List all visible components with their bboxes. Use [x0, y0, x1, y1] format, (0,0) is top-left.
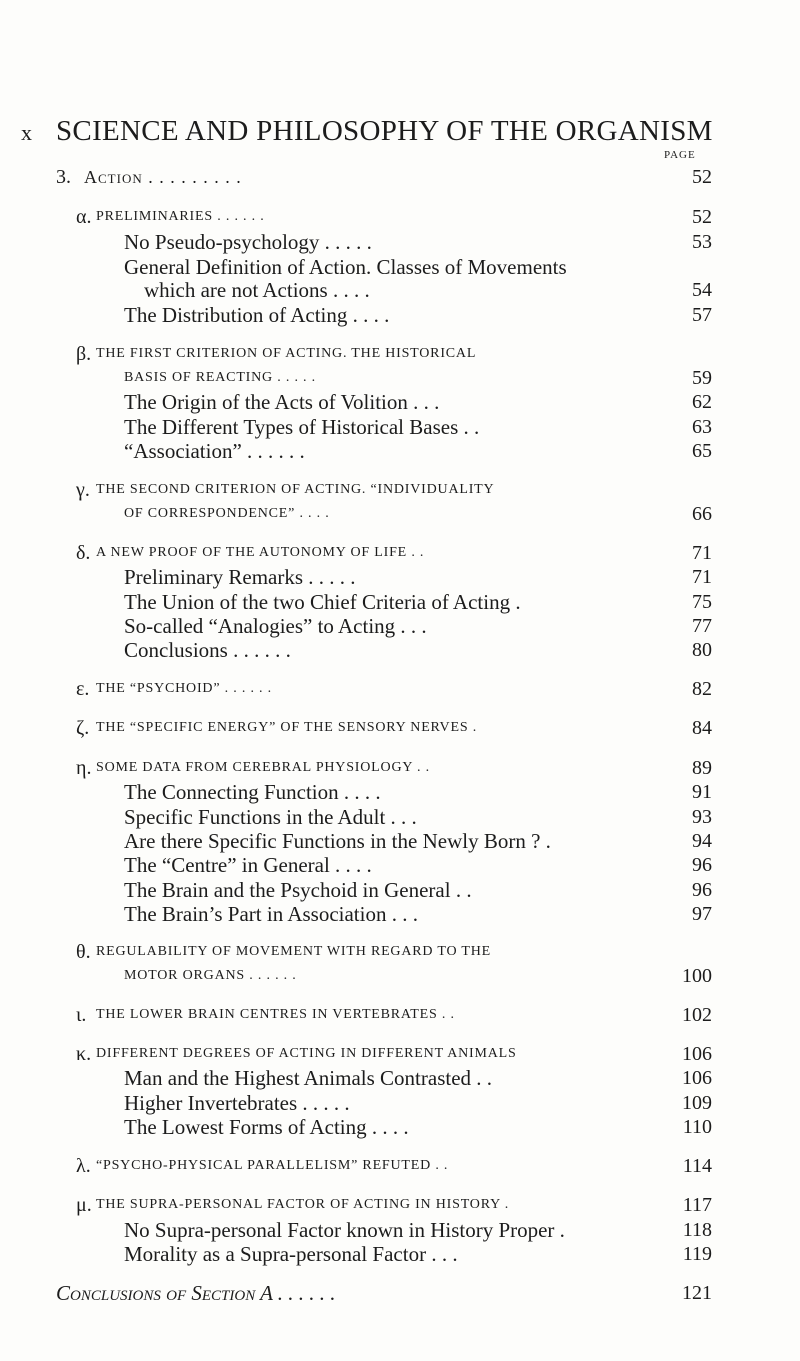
toc-entry-page-number: 110 [682, 1116, 712, 1138]
toc-entry-page-number: 71 [692, 542, 712, 564]
toc-entry [0, 278, 800, 302]
toc-entry-title: The Brain’s Part in Association . . . [124, 902, 418, 926]
toc-entry [0, 902, 800, 926]
toc-entry [0, 964, 800, 988]
toc-entry-page-number: 82 [692, 678, 712, 700]
toc-entry-page-number: 65 [692, 440, 712, 462]
toc-entry [0, 502, 800, 526]
toc-entry-title: A NEW PROOF OF THE AUTONOMY OF LIFE . . [96, 545, 425, 560]
toc-entry-page-number: 94 [692, 830, 712, 852]
toc-entry-label: ι. [76, 1004, 87, 1026]
toc-entry-title: which are not Actions . . . . [144, 278, 370, 302]
toc-entry-title: PRELIMINARIES . . . . . . [96, 209, 265, 224]
toc-entry-page-number: 89 [692, 757, 712, 779]
toc-entry [0, 1154, 800, 1178]
toc-entry-title: The “Centre” in General . . . . [124, 853, 372, 877]
toc-entry-title: “Association” . . . . . . [124, 439, 305, 463]
toc-entry-page-number: 80 [692, 639, 712, 661]
toc-entry [0, 614, 800, 638]
toc-entry-title: BASIS OF REACTING . . . . . [124, 370, 316, 385]
toc-entry [0, 780, 800, 804]
toc-entry-page-number: 96 [692, 854, 712, 876]
running-head-title: SCIENCE AND PHILOSOPHY OF THE ORGANISM [56, 115, 713, 147]
toc-entry [0, 565, 800, 589]
toc-entry [0, 390, 800, 414]
toc-entry-label: η. [76, 757, 92, 779]
toc-entry [0, 1193, 800, 1217]
toc-entry-page-number: 52 [692, 166, 712, 188]
toc-entry-page-number: 102 [682, 1004, 712, 1026]
running-head-page-numeral: x [21, 120, 32, 145]
toc-entry-title: THE SUPRA-PERSONAL FACTOR OF ACTING IN HISTORY . [96, 1197, 510, 1212]
toc-entry [0, 1091, 800, 1115]
toc-entry-title: “PSYCHO-PHYSICAL PARALLELISM” REFUTED . . [96, 1158, 449, 1173]
toc-entry [0, 255, 800, 279]
toc-entry-label: δ. [76, 542, 91, 564]
toc-entry-title: THE SECOND CRITERION OF ACTING. “INDIVIDUALITY [96, 482, 495, 497]
toc-entry-page-number: 75 [692, 591, 712, 613]
toc-entry-title: THE “PSYCHOID” . . . . . . [96, 681, 272, 696]
toc-entry-title: No Supra-personal Factor known in History Proper . [124, 1218, 565, 1242]
toc-entry-title: DIFFERENT DEGREES OF ACTING IN DIFFERENT ANIMALS [96, 1046, 517, 1061]
toc-entry [0, 478, 800, 502]
toc-entry [0, 1042, 800, 1066]
toc-entry [0, 590, 800, 614]
toc-entry-title: Man and the Highest Animals Contrasted . . [124, 1066, 493, 1090]
toc-entry-page-number: 62 [692, 391, 712, 413]
toc-entry-title: The Origin of the Acts of Volition . . . [124, 390, 440, 414]
toc-entry-title: The Distribution of Acting . . . . [124, 303, 390, 327]
toc-entry [0, 342, 800, 366]
toc-entry-title: The Brain and the Psychoid in General . . [124, 878, 472, 902]
page-column-label: PAGE [664, 149, 696, 161]
toc-entry-label: 3. [56, 166, 71, 188]
toc-entry [0, 853, 800, 877]
toc-entry [0, 366, 800, 390]
toc-entry-title: Higher Invertebrates . . . . . [124, 1091, 350, 1115]
toc-entry [0, 1066, 800, 1090]
toc-entry-title: Preliminary Remarks . . . . . [124, 565, 356, 589]
toc-entry-title: Conclusions . . . . . . [124, 638, 291, 662]
toc-entry-page-number: 53 [692, 231, 712, 253]
toc-entry-label: λ. [76, 1155, 91, 1177]
toc-entry-page-number: 93 [692, 806, 712, 828]
toc-entry-page-number: 121 [682, 1282, 712, 1304]
toc-entry [0, 878, 800, 902]
toc-entry-label: θ. [76, 941, 91, 963]
toc-entry-title: Specific Functions in the Adult . . . [124, 805, 417, 829]
toc-entry-label: β. [76, 343, 92, 365]
toc-entry-label: γ. [76, 479, 90, 501]
toc-entry-label: κ. [76, 1043, 92, 1065]
toc-entry-title: The Union of the two Chief Criteria of Acting . [124, 590, 521, 614]
toc-entry [0, 439, 800, 463]
toc-entry-title: REGULABILITY OF MOVEMENT WITH REGARD TO THE [96, 944, 492, 959]
toc-entry-page-number: 109 [682, 1092, 712, 1114]
toc-entry-title: No Pseudo-psychology . . . . . [124, 230, 372, 254]
toc-entry [0, 1003, 800, 1027]
toc-entry-title: Action . . . . . . . . . [84, 167, 242, 187]
toc-entry [0, 1218, 800, 1242]
toc-entry-page-number: 77 [692, 615, 712, 637]
toc-entry-page-number: 54 [692, 279, 712, 301]
toc-entry [0, 415, 800, 439]
toc-entry-page-number: 71 [692, 566, 712, 588]
toc-entry-title: SOME DATA FROM CEREBRAL PHYSIOLOGY . . [96, 760, 430, 775]
toc-entry-label: α. [76, 206, 92, 228]
toc-entry-page-number: 91 [692, 781, 712, 803]
toc-entry-page-number: 66 [692, 503, 712, 525]
toc-entry [0, 165, 800, 189]
toc-entry-page-number: 57 [692, 304, 712, 326]
toc-entry-label: μ. [76, 1194, 92, 1216]
toc-entry [0, 638, 800, 662]
toc-entry-page-number: 100 [682, 965, 712, 987]
toc-entry-page-number: 84 [692, 717, 712, 739]
toc-entry [0, 230, 800, 254]
toc-entry [0, 1242, 800, 1266]
toc-entry-title: THE FIRST CRITERION OF ACTING. THE HISTORICAL [96, 346, 477, 361]
toc-entry-page-number: 63 [692, 416, 712, 438]
toc-entry [0, 829, 800, 853]
toc-entry-title: THE LOWER BRAIN CENTRES IN VERTEBRATES . . [96, 1007, 455, 1022]
toc-entry-title: MOTOR ORGANS . . . . . . [124, 968, 297, 983]
toc-entry-page-number: 96 [692, 879, 712, 901]
toc-entry-label: ζ. [76, 717, 90, 739]
toc-entry-label: ε. [76, 678, 90, 700]
toc-entry-page-number: 106 [682, 1043, 712, 1065]
toc-entry-title: So-called “Analogies” to Acting . . . [124, 614, 427, 638]
toc-entry [0, 716, 800, 740]
toc-entry-title: The Connecting Function . . . . [124, 780, 381, 804]
toc-entry [0, 1115, 800, 1139]
toc-entry-page-number: 97 [692, 903, 712, 925]
toc-entry-title: The Lowest Forms of Acting . . . . [124, 1115, 409, 1139]
toc-entry [0, 940, 800, 964]
toc-entry [0, 303, 800, 327]
toc-entry [0, 677, 800, 701]
toc-entry-page-number: 59 [692, 367, 712, 389]
toc-entry-title: OF CORRESPONDENCE” . . . . [124, 506, 330, 521]
toc-entry-page-number: 114 [682, 1155, 712, 1177]
toc-entry-title: General Definition of Action. Classes of Movements [124, 255, 567, 279]
toc-entry-title: Are there Specific Functions in the Newly Born ? . [124, 829, 551, 853]
toc-entry [0, 205, 800, 229]
toc-entry-page-number: 117 [682, 1194, 712, 1216]
toc-entry [0, 805, 800, 829]
toc-entry-title: Conclusions of Section A . . . . . . [56, 1281, 336, 1305]
toc-entry-title: Morality as a Supra-personal Factor . . . [124, 1242, 458, 1266]
toc-entry-page-number: 118 [682, 1219, 712, 1241]
toc-entry-title: THE “SPECIFIC ENERGY” OF THE SENSORY NERVES . [96, 720, 478, 735]
toc-entry-page-number: 106 [682, 1067, 712, 1089]
toc-entry [0, 756, 800, 780]
toc-entry-title: The Different Types of Historical Bases . . [124, 415, 480, 439]
toc-entry [0, 541, 800, 565]
toc-entry [0, 1281, 800, 1305]
toc-entry-page-number: 119 [682, 1243, 712, 1265]
toc-entry-page-number: 52 [692, 206, 712, 228]
